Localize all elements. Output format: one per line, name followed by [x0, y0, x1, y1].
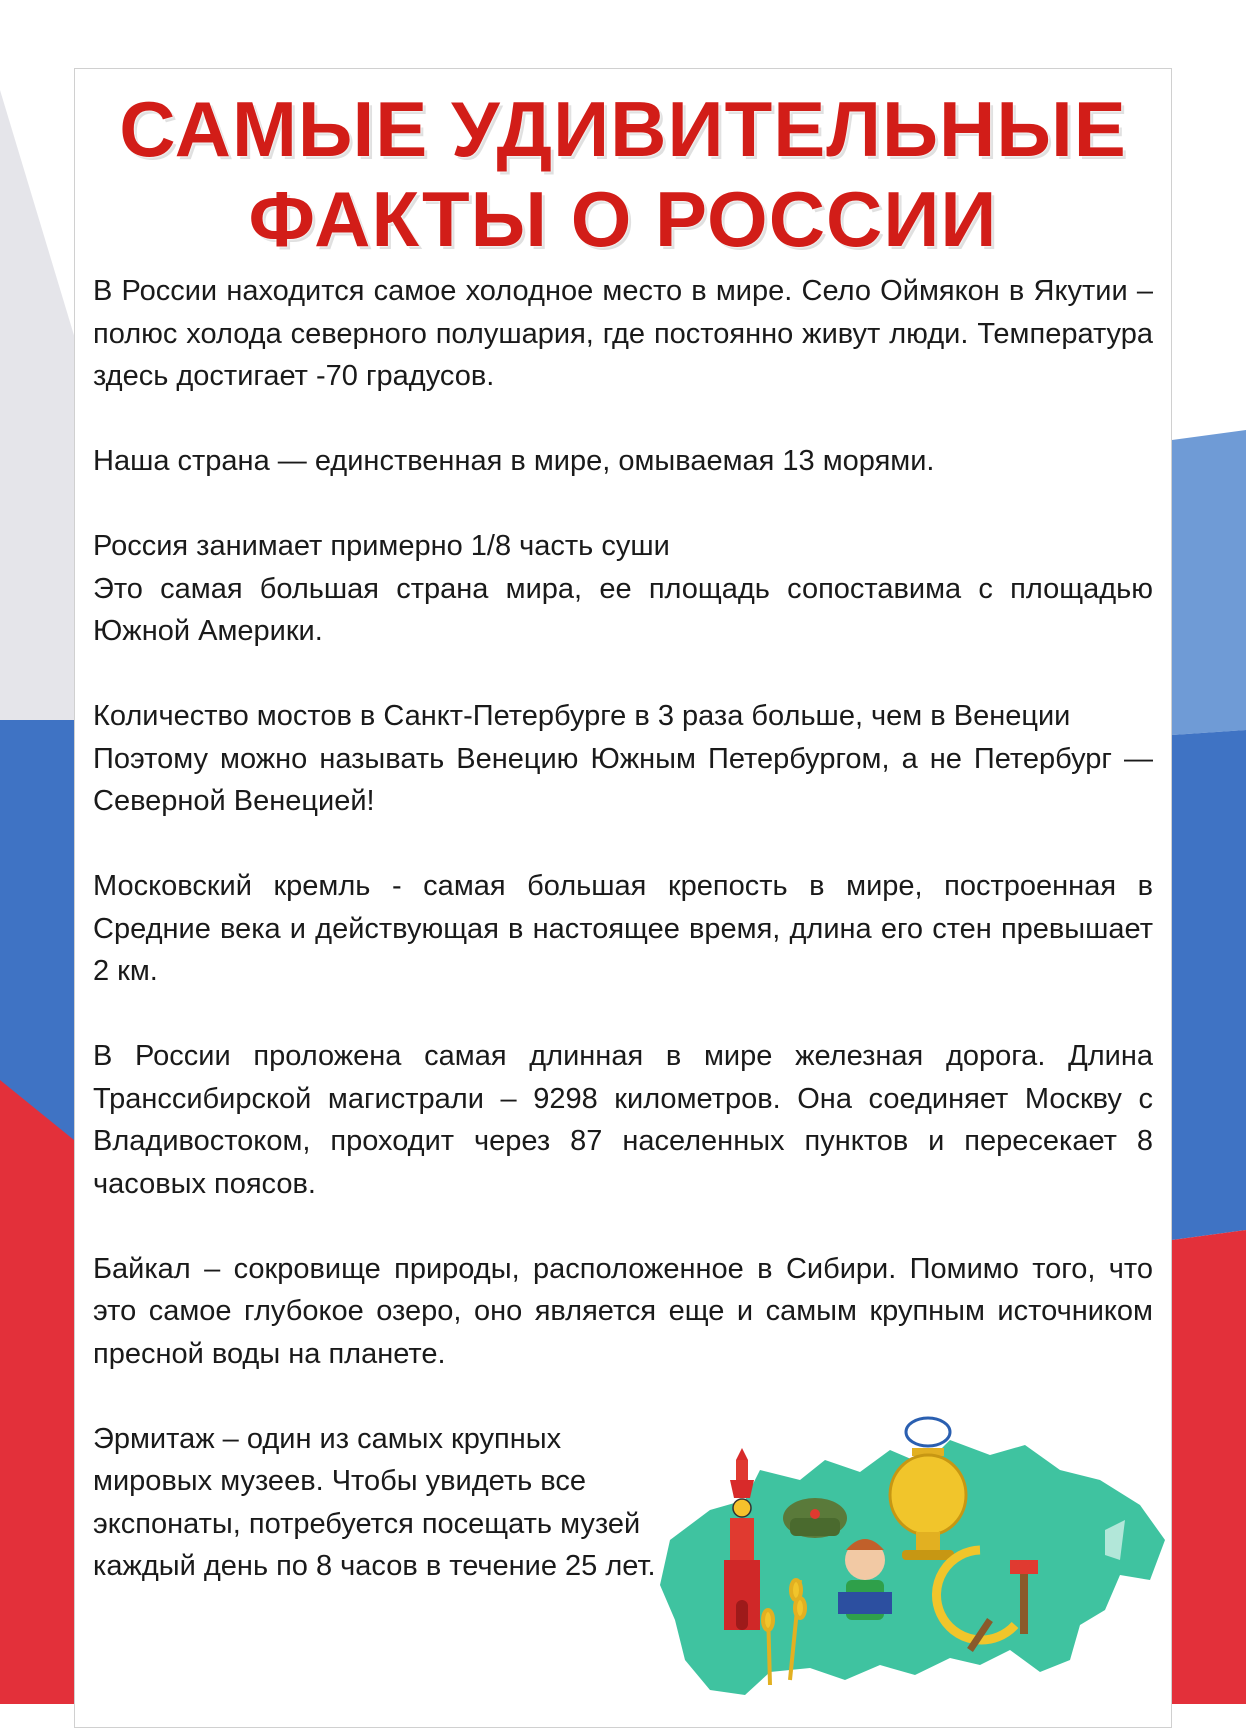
fact-item — [93, 525, 1153, 653]
fact-item — [93, 695, 1153, 823]
fact-text: Это самая большая страна мира, ее площадь сопоставима с площадью Южной Америки. — [93, 572, 1153, 647]
page-title-line-1: САМЫЕ УДИВИТЕЛЬНЫЕ — [119, 85, 1127, 173]
fact-text: Эрмитаж – один из самых крупных мировых музеев. Чтобы увидеть все экспонаты, потребуется посещать музей каждый день по 8 часов в течение 25 лет. — [93, 1422, 656, 1582]
fact-text: Поэтому можно называть Венецию Южным Петербургом, а не Петербург — Северной Венецией! — [93, 742, 1153, 817]
fact-item — [93, 1035, 1153, 1205]
fact-heading: Россия занимает примерно 1/8 часть суши — [93, 530, 670, 562]
fact-text: Наша страна — единственная в мире, омываемая 13 морями. — [93, 445, 935, 477]
fact-text: Байкал – сокровище природы, расположенное в Сибири. Помимо того, что это самое глубокое озеро, оно является еще и самым крупным источником пресной воды на планете. — [93, 1252, 1153, 1370]
fact-text: В России проложена самая длинная в мире железная дорога. Длина Транссибирской магистрали – 9298 километров. Она соединяет Москву с Владивостоком, проходит через 87 населенных пунктов и пересекает 8 часовых поясов. — [93, 1040, 1153, 1200]
page-title-line-2: ФАКТЫ О РОССИИ — [248, 175, 998, 263]
fact-text: Московский кремль - самая большая крепость в мире, построенная в Средние века и действующая в настоящее время, длина его стен превышает 2 км. — [93, 870, 1153, 987]
fact-item — [93, 270, 1153, 398]
ushanka-hat-icon — [783, 1498, 847, 1538]
fact-item — [93, 1418, 663, 1588]
page-title — [74, 84, 1172, 264]
facts-list — [93, 270, 1153, 1588]
fact-heading: Количество мостов в Санкт-Петербурге в 3 раза больше, чем в Венеции — [93, 700, 1071, 732]
fact-item — [93, 865, 1153, 993]
fact-item — [93, 1248, 1153, 1376]
fact-item — [93, 440, 1153, 483]
russia-map-illustration — [650, 1410, 1170, 1704]
fact-text: В России находится самое холодное место в мире. Село Оймякон в Якутии – полюс холода северного полушария, где постоянно живут люди. Температура здесь достигает -70 градусов. — [93, 275, 1153, 392]
